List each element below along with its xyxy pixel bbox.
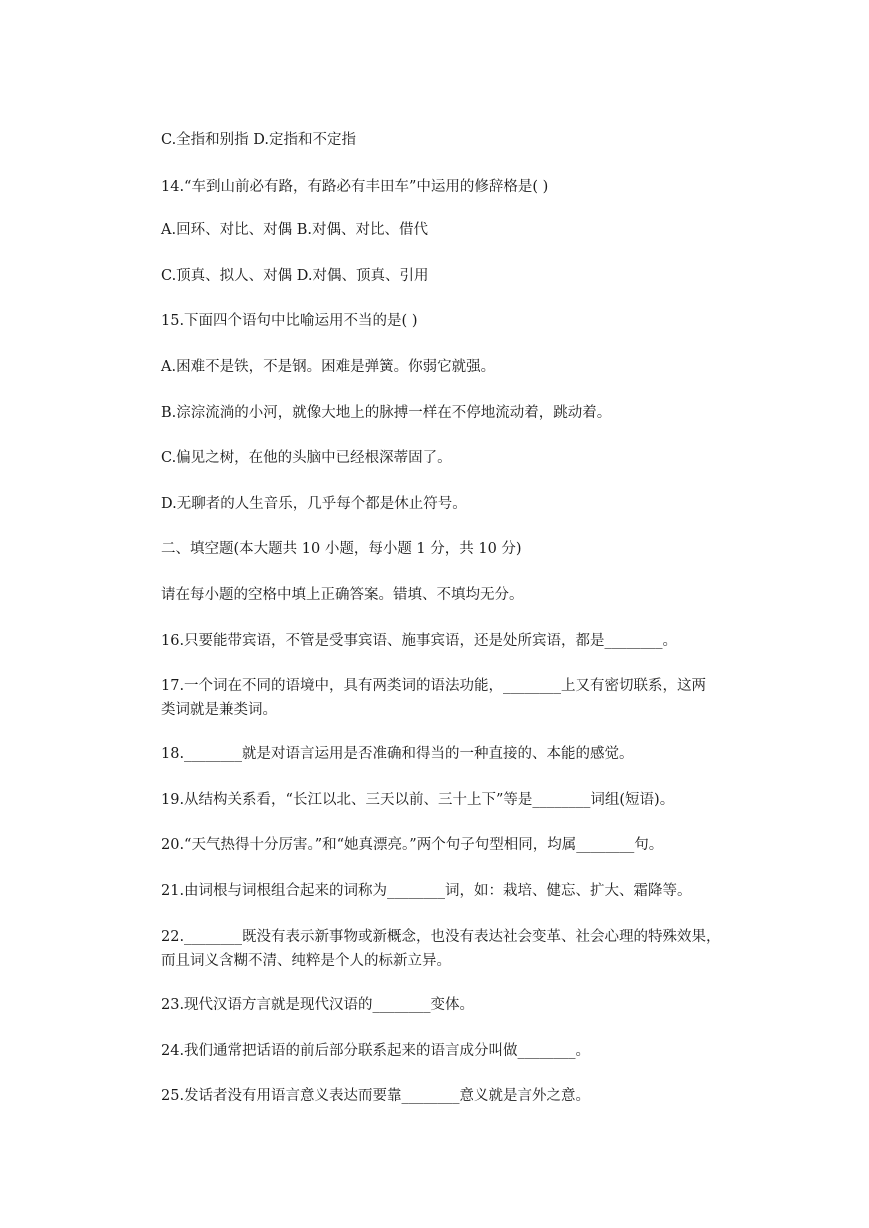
question-22 — [161, 925, 721, 973]
question-14: 14.“车到山前必有路，有路必有丰田车”中运用的修辞格是( ) — [161, 179, 549, 195]
question-15: 15.下面四个语句中比喻运用不当的是( ) — [161, 313, 418, 329]
question-18: 18.________就是对语言运用是否准确和得当的一种直接的、本能的感觉。 — [161, 746, 634, 762]
option-15-a: A.困难不是铁，不是钢。困难是弹簧。你弱它就强。 — [161, 359, 496, 375]
option-line-14-cd: C.顶真、拟人、对偶 D.对偶、顶真、引用 — [161, 268, 429, 284]
section-instructions: 请在每小题的空格中填上正确答案。错填、不填均无分。 — [161, 587, 524, 603]
question-22-line-2: 而且词义含糊不清、纯粹是个人的标新立异。 — [161, 953, 451, 969]
question-23: 23.现代汉语方言就是现代汉语的________变体。 — [161, 997, 475, 1013]
question-24: 24.我们通常把话语的前后部分联系起来的语言成分叫做________。 — [161, 1043, 591, 1059]
question-19: 19.从结构关系看，“长江以北、三天以前、三十上下”等是________词组(短语)。 — [161, 792, 675, 808]
section-heading-fill-in: 二、填空题(本大题共 10 小题，每小题 1 分，共 10 分) — [161, 541, 522, 557]
option-line-13-cd: C.全指和别指 D.定指和不定指 — [161, 132, 357, 148]
option-line-14-ab: A.回环、对比、对偶 B.对偶、对比、借代 — [161, 222, 428, 238]
question-17-line-1: 17.一个词在不同的语境中，具有两类词的语法功能，________上又有密切联系，这两 — [161, 678, 707, 694]
question-16: 16.只要能带宾语，不管是受事宾语、施事宾语，还是处所宾语，都是________。 — [161, 633, 678, 649]
question-17 — [161, 674, 721, 722]
question-22-line-1: 22.________既没有表示新事物或新概念，也没有表达社会变革、社会心理的特殊效果， — [161, 929, 721, 945]
question-21: 21.由词根与词根组合起来的词称为________词，如：栽培、健忘、扩大、霜降等。 — [161, 883, 692, 899]
option-15-c: C.偏见之树，在他的头脑中已经根深蒂固了。 — [161, 450, 452, 466]
question-20: 20.“天气热得十分厉害。”和“她真漂亮。”两个句子句型相同，均属________句。 — [161, 837, 664, 853]
option-15-d: D.无聊者的人生音乐，几乎每个都是休止符号。 — [161, 496, 467, 512]
question-17-line-2: 类词就是兼类词。 — [161, 702, 277, 718]
question-25: 25.发话者没有用语言意义表达而要靠________意义就是言外之意。 — [161, 1088, 591, 1104]
option-15-b: B.淙淙流淌的小河，就像大地上的脉搏一样在不停地流动着，跳动着。 — [161, 405, 612, 421]
